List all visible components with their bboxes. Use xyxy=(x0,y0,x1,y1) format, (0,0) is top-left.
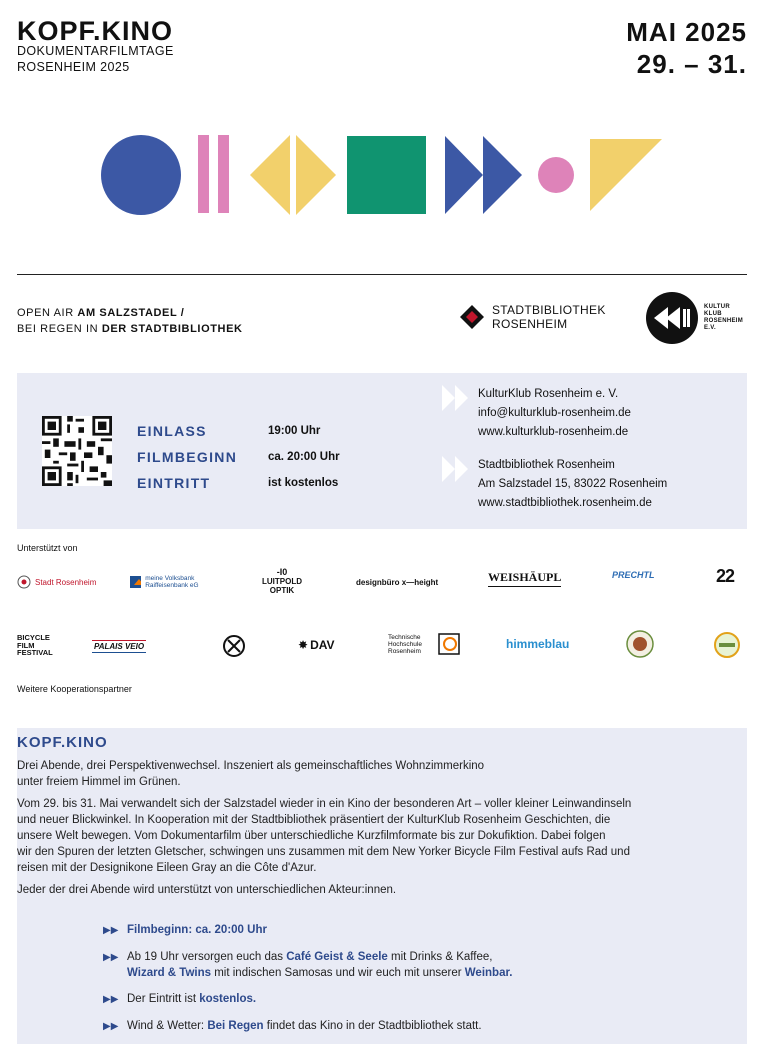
contact-name: Stadtbibliothek Rosenheim xyxy=(478,459,615,471)
body-line: unsere Welt bewegen. Vom Dokumentarfilm über unterschiedliche Kurzfilmformate bis zur Dokufiktion. Dabei folgen xyxy=(17,830,606,842)
event-month: MAI 2025 xyxy=(626,17,747,47)
logo-text: DAV xyxy=(310,638,335,652)
body-line: reisen mit der Designikone Eileen Gray an die Côte d'Azur. xyxy=(17,862,317,874)
green-square-shape xyxy=(347,136,426,214)
brand-subtitle-1: DOKUMENTARFILMTAGE xyxy=(17,44,174,58)
info-value-einlass: 19:00 Uhr xyxy=(268,425,321,437)
article-intro xyxy=(17,758,484,790)
event-days: 29. – 31. xyxy=(636,49,747,79)
contact-stadtbibliothek xyxy=(442,456,667,513)
yellow-left-triangle-shape xyxy=(250,135,290,215)
bib-line2: ROSENHEIM xyxy=(492,317,568,331)
info-values xyxy=(268,418,340,496)
logo-bicycle-film-festival: BICYCLE FILM FESTIVAL xyxy=(17,633,53,657)
bullet-text: Ab 19 Uhr versorgen euch das Café Geist & Seele mit Drinks & Kaffee, Wizard & Twins mit indischen Samosas und wir euch mit unserer Weinbar. xyxy=(127,951,513,979)
logo-weishaeupl: WEISHÄUPL xyxy=(488,570,561,587)
contact-name: KulturKlub Rosenheim e. V. xyxy=(478,388,619,400)
yellow-right-triangle-shape xyxy=(296,135,336,215)
logo-designbuero: designbüro x—height xyxy=(356,578,439,587)
intro-line-1: Drei Abende, drei Perspektivenwechsel. Inszeniert als gemeinschaftliches Wohnzimmerkino xyxy=(17,760,485,772)
logo-prechtl: PRECHTL xyxy=(612,570,655,580)
bullet-text: Der Eintritt ist kostenlos. xyxy=(127,993,257,1005)
contact-website[interactable]: www.stadtbibliothek.rosenheim.de xyxy=(478,497,652,509)
logo-volksbank xyxy=(130,575,210,589)
logo-round-badge-2 xyxy=(714,632,740,658)
venue-line1-bold: AM SALZSTADEL / xyxy=(77,307,185,319)
brand-title: KOPF.KINO xyxy=(17,16,174,46)
badge-icon xyxy=(714,632,740,658)
body-line: wir den Spuren der letzten Gletscher, schwingen uns zusammen mit dem New Yorker Bicycle Film Festival aufs Rad und xyxy=(17,846,630,858)
x-emblem-icon xyxy=(222,632,246,660)
volksbank-icon xyxy=(130,576,141,588)
dav-star-icon: ✸ xyxy=(298,638,309,652)
blue-circle-shape xyxy=(101,135,181,215)
bib-line1: STADTBIBLIOTHEK xyxy=(492,303,606,317)
bullet-text: Wind & Wetter: Bei Regen findet das Kino in der Stadtbibliothek statt. xyxy=(127,1020,482,1032)
info-labels xyxy=(137,418,237,496)
pink-dot-shape xyxy=(538,157,574,193)
bullet-verpflegung xyxy=(103,949,513,981)
support-label: Unterstützt von xyxy=(17,543,78,553)
luitpold-mark: -I0 xyxy=(276,567,288,577)
blue-play-triangle-shape-2 xyxy=(483,136,522,214)
weitere-label: Weitere Kooperationspartner xyxy=(17,684,132,694)
yellow-corner-triangle-shape xyxy=(590,139,662,211)
logo-luitpold-optik xyxy=(258,568,306,595)
kulturklub-circle-icon xyxy=(646,292,698,344)
shapes-banner xyxy=(90,128,680,223)
badge-icon xyxy=(626,630,654,658)
article-bullets xyxy=(103,922,513,1045)
pink-bar-shape-2 xyxy=(218,135,229,213)
venue-line2-bold: DER STADTBIBLIOTHEK xyxy=(101,323,243,335)
logo-round-badge-1 xyxy=(626,630,654,658)
logo-himmeblau: himmeblau xyxy=(506,637,570,651)
logo-text: LUITPOLD OPTIK xyxy=(262,577,302,595)
logo-text: meine Volksbank Raiffeisenbank eG xyxy=(145,575,199,589)
kulturklub-logo xyxy=(646,292,743,344)
kk-line4: E.V. xyxy=(704,325,716,331)
info-value-eintritt: ist kostenlos xyxy=(268,477,339,489)
logo-stadt-rosenheim xyxy=(17,574,96,590)
article-body xyxy=(17,796,631,876)
double-arrow-icon: ▶▶ xyxy=(103,994,119,1005)
contact-website[interactable]: www.kulturklub-rosenheim.de xyxy=(478,426,629,438)
qr-code[interactable] xyxy=(42,416,112,486)
double-arrow-icon xyxy=(442,385,470,411)
logo-22: 2 2 xyxy=(716,566,733,586)
info-label-einlass: EINLASS xyxy=(137,423,207,439)
bullet-eintritt xyxy=(103,991,513,1008)
logo-dav xyxy=(298,638,335,652)
divider xyxy=(17,274,747,275)
body-line: Vom 29. bis 31. Mai verwandelt sich der Salzstadel wieder in ein Kino der besonderen Art – voller kleiner Leinwandinseln xyxy=(17,798,632,810)
double-arrow-icon: ▶▶ xyxy=(103,1021,119,1032)
kk-line1: KULTUR xyxy=(704,304,731,310)
article-closing: Jeder der drei Abende wird unterstützt von unterschiedlichen Akteur:innen. xyxy=(17,884,397,896)
logo-text: Stadt Rosenheim xyxy=(35,577,97,587)
city-crest-icon xyxy=(17,574,31,590)
logo-crossed-circle xyxy=(222,632,246,660)
double-arrow-icon: ▶▶ xyxy=(103,952,119,963)
contact-email[interactable]: info@kulturklub-rosenheim.de xyxy=(478,407,631,419)
stadtbibliothek-logo xyxy=(460,303,606,331)
contacts xyxy=(442,385,667,527)
pink-bar-shape-1 xyxy=(198,135,209,213)
info-value-filmbeginn: ca. 20:00 Uhr xyxy=(268,451,340,463)
blue-play-triangle-shape-1 xyxy=(445,136,483,214)
double-arrow-icon: ▶▶ xyxy=(103,925,119,936)
stadtbibliothek-diamond-icon xyxy=(460,305,484,329)
bullet-text: Filmbeginn: ca. 20:00 Uhr xyxy=(127,924,267,936)
logo-th-rosenheim xyxy=(388,633,460,655)
venue-line1-prefix: OPEN AIR xyxy=(17,307,78,319)
contact-kulturklub xyxy=(442,385,667,442)
intro-line-2: unter freiem Himmel im Grünen. xyxy=(17,776,181,788)
article-panel xyxy=(17,728,747,1044)
venue-info xyxy=(17,305,243,337)
brand-subtitle-2: ROSENHEIM 2025 xyxy=(17,60,130,74)
bullet-filmbeginn xyxy=(103,922,513,939)
info-label-filmbeginn: FILMBEGINN xyxy=(137,449,238,465)
th-emblem-icon xyxy=(438,633,460,655)
info-label-eintritt: EINTRITT xyxy=(137,475,211,491)
bullet-wetter xyxy=(103,1018,513,1035)
venue-line2-prefix: BEI REGEN IN xyxy=(17,323,102,335)
article-title: KOPF.KINO xyxy=(17,734,108,751)
kk-line3: ROSENHEIM xyxy=(704,318,744,324)
logo-text: Technische Hochschule Rosenheim xyxy=(388,633,422,655)
kk-line2: KLUB xyxy=(704,311,722,317)
double-arrow-icon xyxy=(442,456,470,482)
contact-address: Am Salzstadel 15, 83022 Rosenheim xyxy=(478,478,668,490)
logo-palais-veio: PALAIS VEIO xyxy=(94,642,145,651)
body-line: und neuer Blickwinkel. In Kooperation mit der Stadtbibliothek präsentiert der KulturKlub Rosenheim Geschichten, die xyxy=(17,814,611,826)
event-date xyxy=(626,16,747,80)
